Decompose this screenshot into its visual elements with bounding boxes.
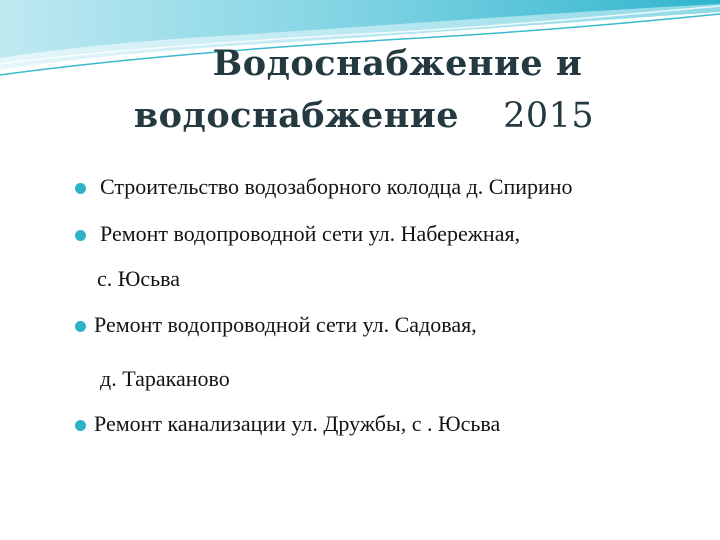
bullet-item-3: Ремонт водопроводной сети ул. Садовая, — [94, 312, 477, 337]
bullet-item-3-continuation: д. Тараканово — [100, 366, 230, 391]
bullet-item-2-continuation: с. Юсьва — [97, 266, 181, 291]
bullet-marker — [75, 183, 86, 194]
title-year: 2015 — [503, 96, 595, 136]
bullet-item-2: Ремонт водопроводной сети ул. Набережная, — [100, 221, 521, 246]
bullet-marker — [75, 321, 86, 332]
bullet-item-4: Ремонт канализации ул. Дружбы, с . Юсьва — [94, 411, 501, 436]
title-line-1: Водоснабжение и — [212, 43, 583, 84]
bullet-item-1: Строительство водозаборного колодца д. Спирино — [100, 174, 573, 199]
title-line-2-text: водоснабжение — [133, 95, 460, 136]
bullet-marker — [75, 420, 86, 431]
bullet-marker — [75, 230, 86, 241]
